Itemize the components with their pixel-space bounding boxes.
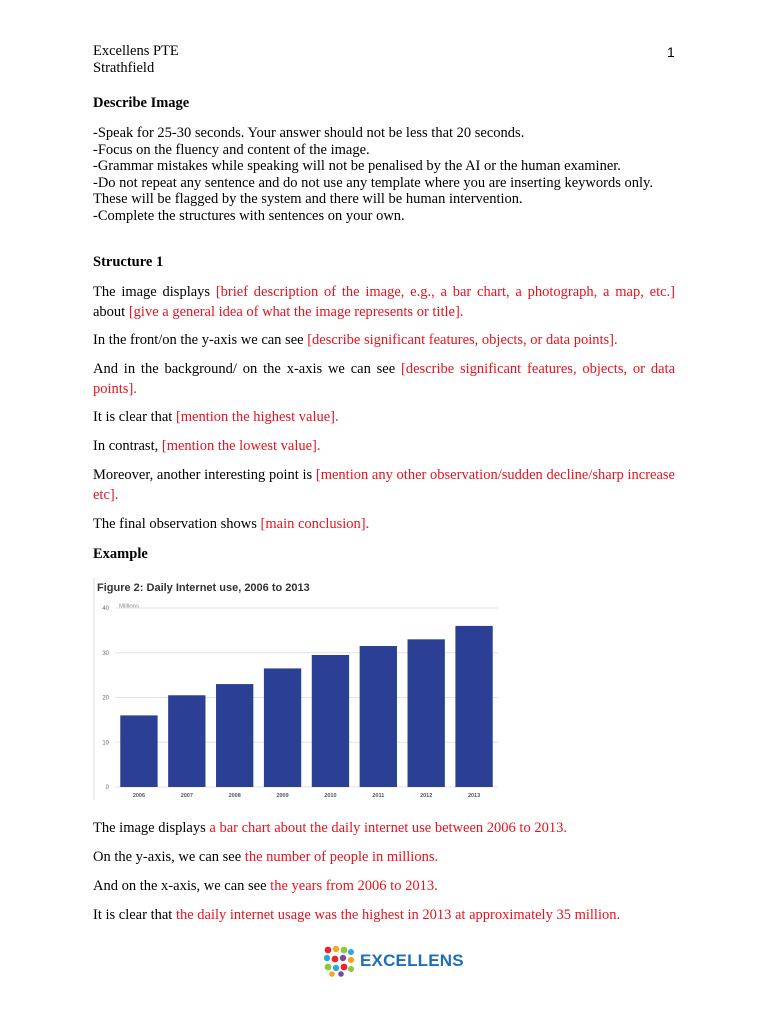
template-text: . — [133, 380, 137, 397]
example-answer: the number of people in millions. — [244, 849, 439, 865]
instruction-line: -Speak for 25-30 seconds. Your answer should not be less that 20 seconds. — [93, 125, 525, 141]
example-text: And on the x-axis, we can see — [93, 878, 271, 894]
bar — [360, 646, 397, 787]
example-title: Example — [93, 546, 148, 562]
template-placeholder: [main conclusion] — [260, 516, 366, 532]
chart-title: Figure 2: Daily Internet use, 2006 to 2013 — [97, 582, 310, 594]
structure-title: Structure 1 — [93, 254, 164, 270]
internet-use-bar-chart — [93, 574, 503, 802]
template-text: And in the background/ on the x-axis we can see — [93, 361, 402, 377]
template-text: about — [93, 303, 129, 320]
template-placeholder: [give a general idea of what the image represents or title] — [128, 303, 460, 320]
bar — [264, 668, 301, 787]
logo-text: EXCELLENS — [360, 951, 464, 970]
x-tick-label: 2009 — [276, 793, 289, 799]
template-text: . — [316, 438, 321, 454]
example-answer: the daily internet usage was the highest in 2013 at approximately 35 million. — [175, 907, 621, 923]
structure-sentence-5 — [93, 437, 675, 457]
x-tick-label: 2006 — [132, 793, 146, 799]
header-org: Excellens PTE — [93, 43, 179, 59]
template-placeholder: [mention the lowest value] — [161, 438, 317, 454]
instruction-line: -Grammar mistakes while speaking will not be penalised by the AI or the human examiner. — [93, 158, 621, 174]
example-sentence-2 — [93, 848, 675, 868]
template-text: Moreover, another interesting point is — [93, 467, 316, 483]
logo-mark-icon — [322, 944, 356, 978]
example-answer: a bar chart about the daily internet use between 2006 to 2013. — [209, 820, 567, 836]
structure-sentence-2 — [93, 331, 675, 351]
structure-sentence-6 — [93, 466, 675, 505]
structure-sentence-1 — [93, 283, 675, 322]
excellens-logo — [322, 944, 464, 980]
x-tick-label: 2010 — [324, 793, 337, 799]
x-tick-label: 2013 — [467, 793, 481, 799]
template-placeholder: [describe significant features, objects, or data points] — [307, 332, 615, 348]
template-text: . — [459, 303, 464, 320]
example-sentence-1 — [93, 819, 675, 839]
bar — [455, 626, 492, 787]
bar — [168, 695, 205, 787]
x-tick-label: 2008 — [228, 793, 241, 799]
y-tick-label: 10 — [102, 740, 109, 747]
bar — [408, 639, 445, 787]
template-text: . — [365, 516, 370, 532]
structure-sentence-7 — [93, 515, 675, 535]
x-tick-label: 2011 — [372, 793, 385, 799]
instruction-line: -Focus on the fluency and content of the image. — [93, 141, 370, 158]
structure-sentence-3 — [93, 360, 675, 399]
example-text: On the y-axis, we can see — [93, 849, 245, 865]
template-text: . — [614, 332, 618, 348]
template-placeholder: [mention the highest value] — [175, 409, 335, 425]
template-text: . — [114, 486, 119, 503]
page-number: 1 — [667, 44, 675, 60]
template-text: It is clear that — [93, 409, 176, 425]
template-text: The image displays — [93, 284, 216, 300]
example-sentence-4 — [93, 906, 675, 926]
section-heading: Describe Image — [93, 95, 190, 111]
example-text: The image displays — [93, 820, 210, 836]
example-sentence-3 — [93, 877, 675, 897]
example-text: It is clear that — [93, 907, 176, 923]
page-header — [93, 43, 179, 77]
header-location: Strathfield — [93, 60, 155, 76]
y-tick-label: 40 — [102, 606, 109, 612]
template-text: In contrast, — [93, 438, 162, 454]
instructions-block — [93, 125, 675, 224]
template-text: In the front/on the y-axis we can see — [93, 332, 308, 348]
template-placeholder: [mention any other observation/sudden decline/sharp increase etc] — [93, 467, 675, 503]
template-text: The final observation shows — [93, 516, 261, 532]
example-answer: the years from 2006 to 2013. — [270, 878, 438, 894]
y-axis-label: Millions — [119, 604, 140, 610]
instruction-line: -Do not repeat any sentence and do not use any template where you are inserting keywords only. These will be flagged by the system and there will be human intervention. — [93, 174, 653, 207]
bar — [216, 684, 253, 787]
y-tick-label: 20 — [102, 695, 109, 702]
template-placeholder: [brief description of the image, e.g., a bar chart, a photograph, a map, etc.] — [215, 284, 675, 300]
instruction-line: -Complete the structures with sentences on your own. — [93, 207, 405, 224]
template-placeholder: [describe significant features, objects, or data points] — [93, 361, 676, 397]
template-text: . — [335, 409, 339, 425]
y-tick-label: 30 — [102, 650, 109, 657]
structure-sentence-4 — [93, 408, 675, 428]
bar — [120, 715, 157, 787]
x-tick-label: 2007 — [180, 793, 193, 799]
bar — [312, 655, 349, 787]
y-tick-label: 0 — [105, 785, 109, 791]
x-tick-label: 2012 — [420, 793, 433, 799]
